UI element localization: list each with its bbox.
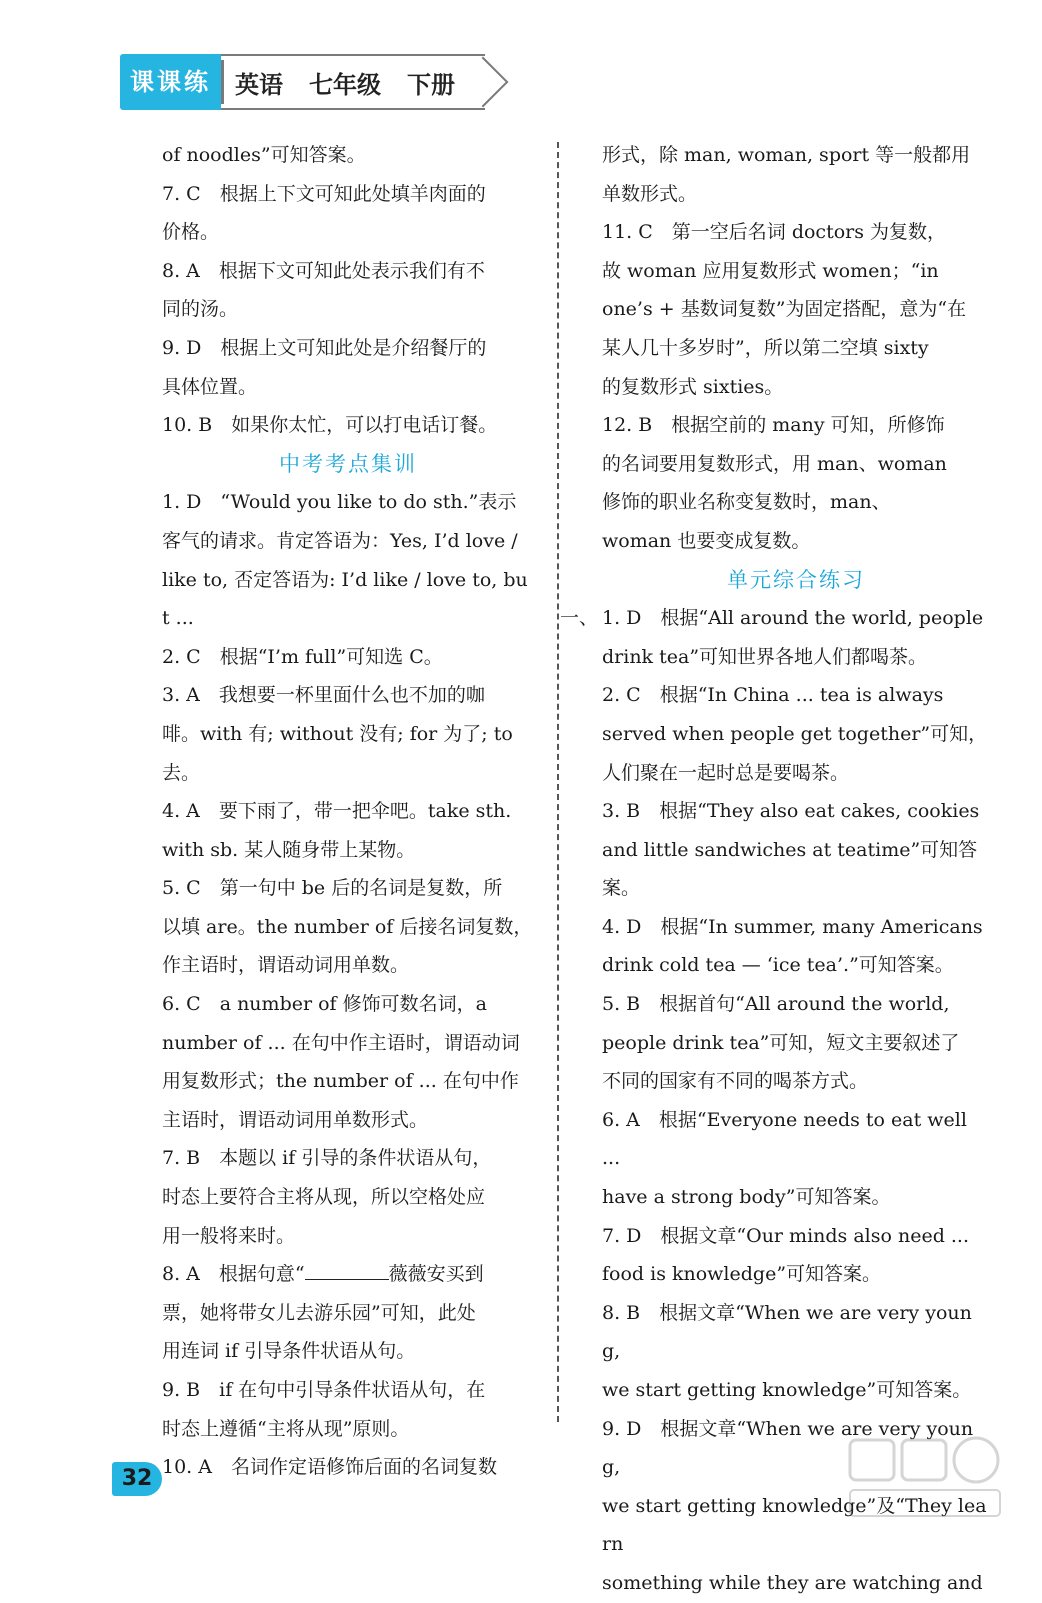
arrow-tip-icon — [458, 57, 509, 108]
left-column — [162, 136, 534, 1487]
answer-line: 作主语时，谓语动词用单数。 — [162, 954, 410, 977]
answer-line: we start getting knowledge”可知答案。 — [602, 1379, 972, 1401]
page-header — [120, 52, 485, 112]
answer-line: 的复数形式 sixties。 — [602, 375, 784, 398]
answer-line: number of ... 在句中作主语时，谓语动词 — [162, 1031, 520, 1054]
answer-line: drink cold tea — ‘ice tea’.”可知答案。 — [602, 954, 954, 977]
answer-line: 11. C 第一空后名词 doctors 为复数， — [602, 221, 947, 244]
answer-line: of noodles”可知答案。 — [162, 144, 366, 166]
answer-line: 不同的国家有不同的喝茶方式。 — [602, 1070, 869, 1093]
answer-line: 7. C 根据上下文可知此处填羊肉面的 — [162, 182, 486, 205]
subject-label: 英语 — [235, 70, 283, 99]
answer-line: 8. B 根据文章“When we are very young, — [602, 1301, 972, 1363]
answer-line: 10. A 名词作定语修饰后面的名词复数 — [162, 1456, 497, 1479]
answer-line: 9. D 根据文章“When we are very young, — [602, 1417, 974, 1479]
section-title-unit: 单元综合练习 — [727, 567, 865, 592]
answer-line — [560, 599, 990, 638]
answer-line: 2. C 根据“I’m full”可知选 C。 — [162, 645, 443, 668]
answer-line: 8. A 根据下文可知此处表示我们有不 — [162, 259, 485, 282]
answer-line: have a strong body”可知答案。 — [602, 1186, 891, 1209]
answer-line: 修饰的职业名称变复数时，man、 — [602, 491, 891, 514]
answer-line: 3. A 我想要一杯里面什么也不加的咖 — [162, 684, 485, 707]
answer-line: 4. A 要下雨了，带一把伞吧。take sth. — [162, 800, 512, 823]
page-number: 32 — [112, 1462, 162, 1496]
answer-line: something while they are watching and — [602, 1571, 983, 1594]
answer-line: 7. B 本题以 if 引导的条件状语从句， — [162, 1147, 492, 1170]
answer-line: 具体位置。 — [162, 375, 258, 398]
answer-line: 用连词 if 引导条件状语从句。 — [162, 1340, 416, 1363]
answer-line: 时态上遵循“主将从现”原则。 — [162, 1417, 410, 1440]
answer-text: 1. D 根据“All around the world, people — [602, 607, 984, 630]
answer-line: 用一般将来时。 — [162, 1224, 296, 1247]
answer-line: 票，她将带女儿去游乐园”可知，此处 — [162, 1301, 476, 1324]
answer-line: food is knowledge”可知答案。 — [602, 1263, 882, 1286]
answer-line: 客气的请求。肯定答语为：Yes, I’d love / — [162, 529, 518, 552]
answer-line: 啡。with 有; without 没有; for 为了; to 去。 — [162, 722, 513, 784]
watermark-logo — [846, 1434, 1006, 1522]
answer-text: 8. A 根据句意“ — [162, 1263, 305, 1286]
answer-line: 7. D 根据文章“Our minds also need ... — [602, 1224, 970, 1247]
answer-line — [162, 1255, 534, 1294]
fill-in-blank — [305, 1262, 389, 1280]
answer-line: 10. B 如果你太忙，可以打电话订餐。 — [162, 414, 498, 437]
answer-line: one’s + 基数词复数”为固定搭配，意为“在 — [602, 298, 967, 321]
answer-line: with sb. 某人随身带上某物。 — [162, 838, 416, 861]
answer-line: 单数形式。 — [602, 182, 698, 205]
volume-label: 下册 — [407, 70, 455, 99]
answer-line: 12. B 根据空前的 many 可知，所修饰 — [602, 414, 945, 437]
answer-line: 3. B 根据“They also eat cakes, cookies — [602, 800, 980, 823]
answer-line: 某人几十多岁时”，所以第二空填 sixty — [602, 336, 929, 359]
answer-line: 6. A 根据“Everyone needs to eat well ... — [602, 1108, 967, 1170]
grade-label: 七年级 — [309, 70, 381, 99]
answer-line: served when people get together”可知， — [602, 722, 988, 745]
answer-text: 薇薇安买到 — [388, 1263, 484, 1286]
title-divider — [221, 60, 224, 104]
answer-line: 人们聚在一起时总是要喝茶。 — [602, 761, 850, 784]
answer-line: we start getting knowledge”及“They learn — [602, 1494, 987, 1556]
answer-line: 2. C 根据“In China ... tea is always — [602, 684, 944, 707]
answer-line: 形式，除 man, woman, sport 等一般都用 — [602, 144, 971, 166]
answer-line: 故 woman 应用复数形式 women；“in — [602, 259, 939, 282]
answer-line: 6. C a number of 修饰可数名词，a — [162, 993, 487, 1016]
answer-line: 9. B if 在句中引导条件状语从句，在 — [162, 1379, 486, 1401]
part-number: 一、 — [560, 607, 599, 630]
column-divider — [557, 142, 559, 1422]
answer-line: 9. D 根据上文可知此处是介绍餐厅的 — [162, 336, 487, 359]
answer-line: 价格。 — [162, 221, 220, 244]
answer-line: like to, 否定答语为: I’d like / love to, but ... — [162, 568, 528, 630]
section-title-exam: 中考考点集训 — [279, 451, 417, 476]
answer-line: woman 也要变成复数。 — [602, 529, 811, 552]
answer-line: 同的汤。 — [162, 298, 239, 321]
answer-line: 1. D “Would you like to do sth.”表示 — [162, 491, 517, 514]
answer-line: 5. B 根据首句“All around the world, — [602, 993, 950, 1016]
answer-line: and little sandwiches at teatime”可知答案。 — [602, 838, 978, 900]
answer-line: drink tea”可知世界各地人们都喝茶。 — [602, 645, 928, 668]
series-badge: 课课练 — [120, 54, 221, 110]
answer-line: 的名词要用复数形式，用 man、woman — [602, 452, 947, 475]
answer-line: 4. D 根据“In summer, many Americans — [602, 915, 983, 938]
answer-line: 5. C 第一句中 be 后的名词是复数，所 — [162, 877, 503, 900]
title-bar — [221, 54, 485, 110]
answer-line: 时态上要符合主将从现，所以空格处应 — [162, 1186, 486, 1209]
answer-line: 用复数形式；the number of ... 在句中作 — [162, 1070, 519, 1093]
answer-line: people drink tea”可知，短文主要叙述了 — [602, 1031, 960, 1054]
answer-line: 主语时，谓语动词用单数形式。 — [162, 1108, 429, 1131]
right-column — [560, 136, 990, 1603]
answer-line: 以填 are。the number of 后接名词复数， — [162, 915, 533, 938]
